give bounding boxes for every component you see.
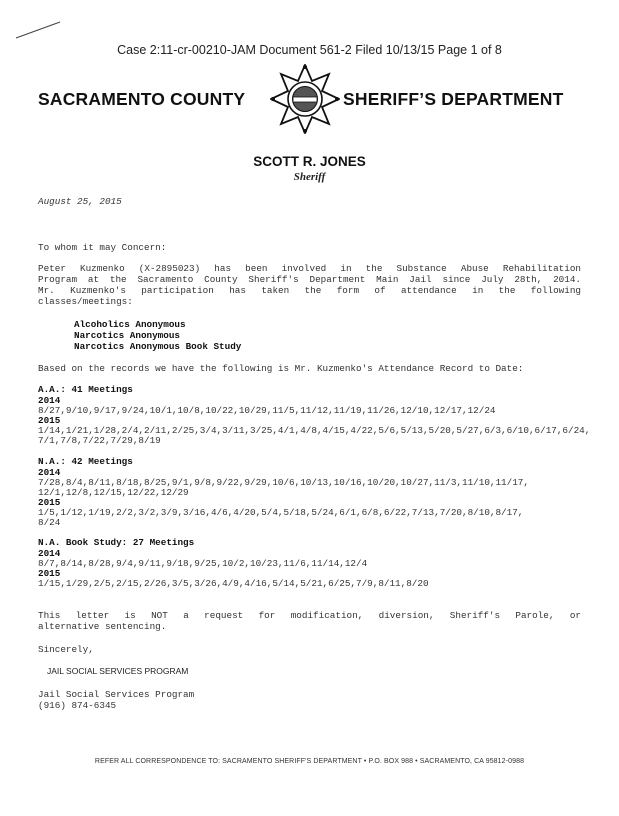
sheriff-name: SCOTT R. JONES — [253, 154, 366, 169]
sheriff-star-badge-icon — [270, 64, 340, 134]
year-label: 2015 — [38, 415, 61, 426]
year-label: 2014 — [38, 467, 61, 478]
meeting-dates: 1/15,1/29,2/5,2/15,2/26,3/5,3/26,4/9,4/16,5/14,5/21,6/25,7/9,8/11,8/20 — [38, 578, 429, 589]
program-item: Alcoholics Anonymous — [74, 319, 186, 330]
agency-name-left: SACRAMENTO COUNTY — [38, 89, 246, 109]
year-label: 2014 — [38, 395, 61, 406]
salutation: To whom it may Concern: — [38, 242, 167, 253]
year-label: 2015 — [38, 568, 61, 579]
meeting-dates: 1/14,1/21,1/28,2/4,2/11,2/25,3/4,3/11,3/25,4/1,4/8,4/15,4/22,5/6,5/13,5/20,5/27,6/3,6/10,6/17,6/24, — [38, 425, 591, 436]
section-heading-book-study: N.A. Book Study: 27 Meetings — [38, 537, 195, 548]
signer-name: Jail Social Services Program — [38, 689, 195, 700]
footer-address: REFER ALL CORRESPONDENCE TO: SACRAMENTO SHERIFF'S DEPARTMENT • P.O. BOX 988 • SACRAMENTO, CA 95812-0988 — [94, 758, 525, 765]
meeting-dates: 12/1,12/8,12/15,12/22,12/29 — [38, 487, 189, 498]
meeting-dates: 7/28,8/4,8/11,8/18,8/25,9/1,9/8,9/22,9/29,10/6,10/13,10/16,10/20,10/27,11/3,11/10,11/17, — [38, 477, 529, 488]
letter-date: August 25, 2015 — [38, 196, 122, 207]
sheriff-title: Sheriff — [293, 171, 326, 183]
program-item: Narcotics Anonymous Book Study — [74, 341, 242, 352]
signature-block: JAIL SOCIAL SERVICES PROGRAM — [47, 666, 189, 676]
case-header: Case 2:11-cr-00210-JAM Document 561-2 Filed 10/13/15 Page 1 of 8 — [117, 43, 502, 57]
intro-line: classes/meetings: — [38, 296, 133, 307]
intro-line: Program at the Sacramento County Sheriff's Department Main Jail since July 28th, 2014. — [38, 274, 581, 285]
year-label: 2015 — [38, 497, 61, 508]
year-label: 2014 — [38, 548, 61, 559]
agency-name-right: SHERIFF’S DEPARTMENT — [343, 89, 564, 109]
section-heading-na: N.A.: 42 Meetings — [38, 456, 133, 467]
meeting-dates: 1/5,1/12,1/19,2/2,3/2,3/9,3/16,4/6,4/20,5/4,5/18,5/24,6/1,6/8,6/22,7/13,7/20,8/10,8/17, — [38, 507, 524, 518]
meeting-dates: 8/7,8/14,8/28,9/4,9/11,9/18,9/25,10/2,10/23,11/6,11/14,12/4 — [38, 558, 368, 569]
meeting-dates: 8/27,9/10,9/17,9/24,10/1,10/8,10/22,10/29,11/5,11/12,11/19,11/26,12/10,12/17,12/24 — [38, 405, 496, 416]
intro-line: Mr. Kuzmenko's participation has taken the form of attendance in the following — [38, 285, 581, 296]
closing: Sincerely, — [38, 644, 94, 655]
signer-phone: (916) 874-6345 — [38, 700, 117, 711]
pen-mark-icon — [14, 18, 62, 40]
program-item: Narcotics Anonymous — [74, 330, 181, 341]
intro-line: Peter Kuzmenko (X-2895023) has been involved in the Substance Abuse Rehabilitation — [38, 263, 581, 274]
section-heading-aa: A.A.: 41 Meetings — [38, 384, 133, 395]
meeting-dates: 7/1,7/8,7/22,7/29,8/19 — [38, 435, 161, 446]
disclaimer-line: alternative sentencing. — [38, 621, 167, 632]
disclaimer-line: This letter is NOT a request for modification, diversion, Sheriff's Parole, or — [38, 610, 581, 621]
meeting-dates: 8/24 — [38, 517, 61, 528]
records-intro: Based on the records we have the following is Mr. Kuzmenko's Attendance Record to Date: — [38, 363, 524, 374]
